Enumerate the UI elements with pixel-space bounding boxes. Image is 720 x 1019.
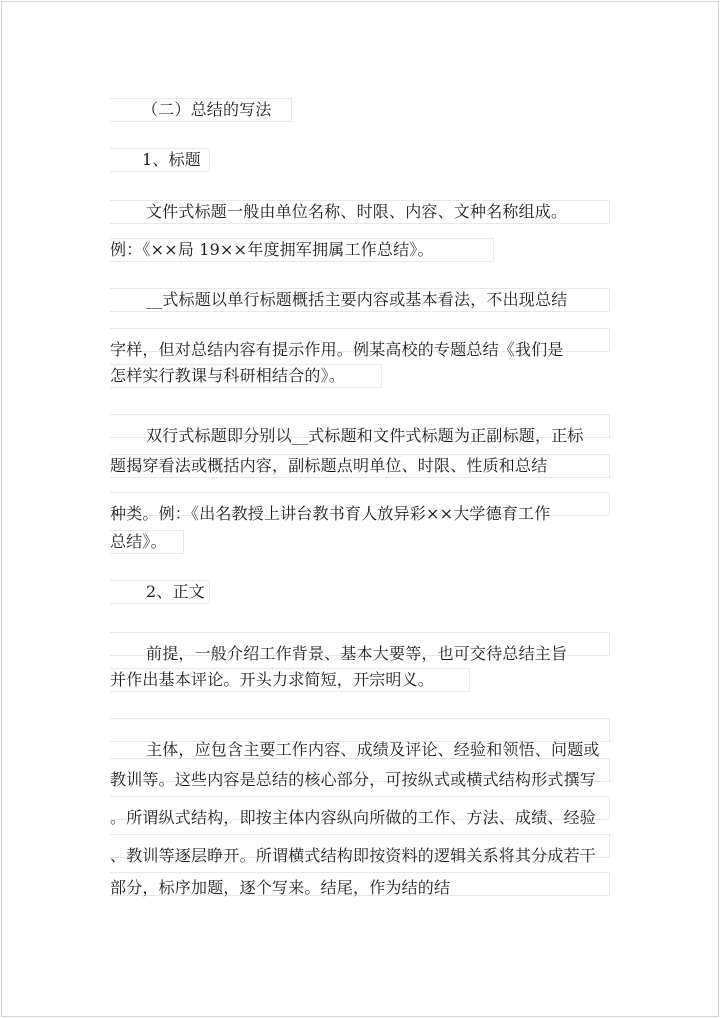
paragraph-line: 例：《××局 19××年度拥军拥属工作总结》。 [110,240,434,259]
paragraph-line: 。所谓纵式结构，即按主体内容纵向所做的工作、方法、成绩、经验 [110,808,597,827]
paragraph-line: 字样，但对总结内容有提示作用。例某高校的专题总结《我们是 [110,340,564,359]
scan-box [110,718,610,742]
document-page [1,1,719,1017]
paragraph-line: 题揭穿看法或概括内容，副标题点明单位、时限、性质和总结 [110,456,548,475]
paragraph-line: 主体，应包含主要工作内容、成绩及评论、经验和领悟、问题或 [146,740,600,759]
paragraph-line: 教训等。这些内容是总结的核心部分，可按纵式或横式结构形式撰写 [110,770,597,789]
paragraph-line: 文件式标题一般由单位名称、时限、内容、文种名称组成。 [146,202,568,221]
paragraph-line: 、教训等逐层睁开。所谓横式结构即按资料的逻辑关系将其分成若干 [110,846,597,865]
paragraph-line: 部分，标序加题，逐个写来。结尾，作为结的结 [110,878,451,897]
paragraph-line: 前提，一般介绍工作背景、基本大要等，也可交待总结主旨 [146,644,568,663]
paragraph-line: __式标题以单行标题概括主要内容或基本看法，不出现总结 [146,290,568,309]
section-heading: （二）总结的写法 [142,100,272,119]
paragraph-line: 怎样实行教课与科研相结合的》。 [110,366,346,385]
subheading-title: 1、标题 [142,150,201,169]
paragraph-line: 总结》。 [110,532,167,551]
paragraph-line: 种类。例：《出名教授上讲台教书育人放异彩××大学德育工作 [110,504,551,523]
paragraph-line: 并作出基本评论。开头力求简短，开宗明义。 [110,670,435,689]
subheading-body: 2、正文 [146,582,205,601]
paragraph-line: 双行式标题即分别以__式标题和文件式标题为正副标题，正标 [146,426,584,445]
